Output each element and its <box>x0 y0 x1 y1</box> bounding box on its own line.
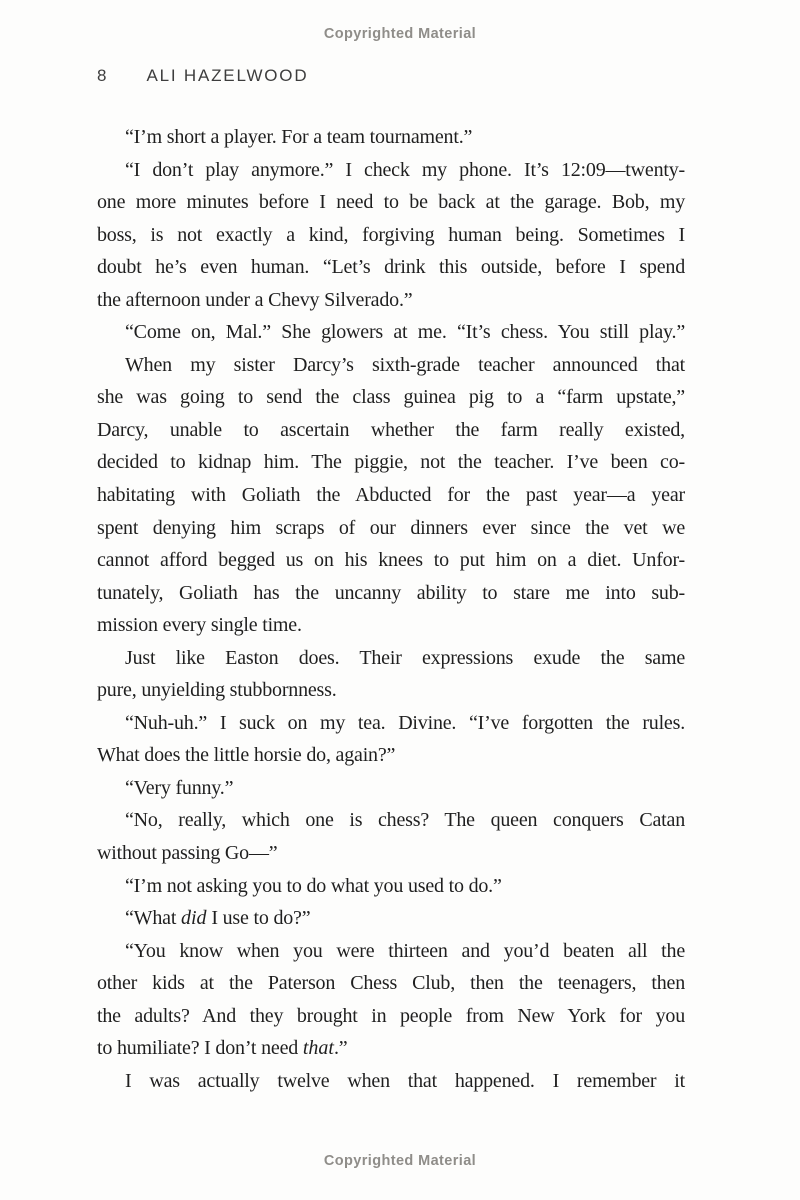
text-line: cannot afford begged us on his knees to put him on a diet. Unfor- <box>97 549 685 572</box>
text-line: to humiliate? I don’t need that.” <box>97 1037 348 1060</box>
text-line: “Very funny.” <box>125 776 234 799</box>
text-line: boss, is not exactly a kind, forgiving human being. Sometimes I <box>97 223 685 246</box>
paragraph <box>97 154 685 317</box>
body-text <box>97 121 685 1097</box>
text-line: What does the little horsie do, again?” <box>97 744 396 767</box>
paragraph <box>97 870 685 903</box>
paragraph <box>97 707 685 772</box>
paragraph <box>97 349 685 642</box>
paragraph <box>97 642 685 707</box>
text-line: habitating with Goliath the Abducted for the past year—a year <box>97 484 685 507</box>
paragraph <box>97 1065 685 1098</box>
text-line: I was actually twelve when that happened. I remember it <box>125 1069 685 1092</box>
paragraph <box>97 935 685 1065</box>
paragraph <box>97 804 685 869</box>
text-line: mission every single time. <box>97 614 302 637</box>
text-line: “I’m not asking you to do what you used to do.” <box>125 874 502 897</box>
text-line: without passing Go—” <box>97 842 278 865</box>
text-line: pure, unyielding stubbornness. <box>97 679 337 702</box>
text-line: one more minutes before I need to be back at the garage. Bob, my <box>97 191 685 214</box>
text-line: When my sister Darcy’s sixth-grade teacher announced that <box>125 353 685 376</box>
text-line: other kids at the Paterson Chess Club, then the teenagers, then <box>97 972 685 995</box>
text-line: Darcy, unable to ascertain whether the farm really existed, <box>97 418 685 441</box>
text-line: “No, really, which one is chess? The queen conquers Catan <box>125 809 685 832</box>
text-line: “Come on, Mal.” She glowers at me. “It’s chess. You still play.” <box>125 321 685 344</box>
text-line: spent denying him scraps of our dinners ever since the vet we <box>97 516 685 539</box>
text-line: Just like Easton does. Their expressions exude the same <box>125 646 685 669</box>
text-line: decided to kidnap him. The piggie, not the teacher. I’ve been co- <box>97 451 685 474</box>
text-line: the adults? And they brought in people from New York for you <box>97 1004 685 1027</box>
text-line: she was going to send the class guinea pig to a “farm upstate,” <box>97 386 685 409</box>
running-header <box>97 66 685 86</box>
text-line: “You know when you were thirteen and you’d beaten all the <box>125 939 685 962</box>
page-number: 8 <box>97 66 107 85</box>
paragraph <box>97 902 685 935</box>
paragraph <box>97 316 685 349</box>
text-line: tunately, Goliath has the uncanny ability to stare me into sub- <box>97 581 685 604</box>
text-line: “What did I use to do?” <box>125 907 311 930</box>
copyright-notice-bottom: Copyrighted Material <box>323 1153 477 1169</box>
author-name: ALI HAZELWOOD <box>146 66 309 85</box>
text-line: “I don’t play anymore.” I check my phone. It’s 12:09—twenty- <box>125 158 685 181</box>
paragraph <box>97 121 685 154</box>
text-line: “Nuh-uh.” I suck on my tea. Divine. “I’ve forgotten the rules. <box>125 711 685 734</box>
text-line: the afternoon under a Chevy Silverado.” <box>97 288 413 311</box>
paragraph <box>97 772 685 805</box>
text-line: doubt he’s even human. “Let’s drink this outside, before I spend <box>97 256 685 279</box>
text-line: “I’m short a player. For a team tournament.” <box>125 126 473 148</box>
copyright-notice-top: Copyrighted Material <box>323 26 477 42</box>
